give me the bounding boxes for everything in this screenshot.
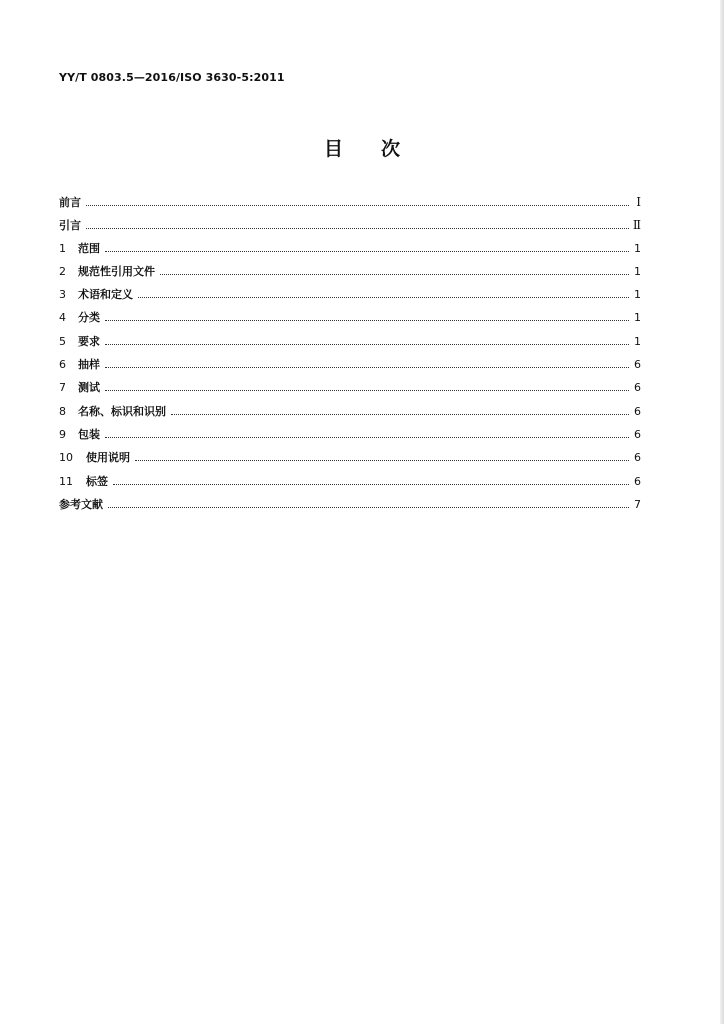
toc-entry-number: 4 — [59, 311, 66, 325]
toc-entry-label: 名称、标识和识别 — [78, 404, 166, 418]
toc-dot-leader — [86, 197, 629, 206]
toc-dot-leader — [105, 312, 629, 321]
toc-entry-label: 术语和定义 — [78, 288, 133, 302]
toc-dot-leader — [171, 406, 629, 415]
toc-entry-page: 6 — [634, 381, 641, 395]
toc-entry-label: 分类 — [78, 311, 100, 325]
toc-entry-label: 前言 — [59, 196, 81, 209]
toc-entry-page: 1 — [634, 241, 641, 255]
toc-dot-leader — [105, 429, 629, 438]
toc-entry-label: 参考文献 — [59, 497, 103, 511]
toc-dot-leader — [105, 336, 629, 345]
toc-entry-label: 标签 — [86, 474, 108, 488]
toc-entry-label: 抽样 — [78, 358, 100, 372]
toc-entry-label: 规范性引用文件 — [78, 264, 155, 278]
table-of-contents — [59, 195, 641, 521]
toc-entry-number: 8 — [59, 404, 66, 418]
toc-dot-leader — [135, 452, 629, 461]
toc-dot-leader — [105, 243, 629, 252]
toc-entry-label: 范围 — [78, 241, 100, 255]
toc-entry-page: 1 — [634, 264, 641, 278]
toc-dot-leader — [108, 499, 629, 508]
toc-entry-page: Ⅰ — [636, 195, 641, 209]
toc-entry[interactable] — [59, 405, 641, 428]
toc-entry[interactable] — [59, 475, 641, 498]
toc-dot-leader — [113, 476, 629, 485]
standard-header: YY/T 0803.5—2016/ISO 3630-5:2011 — [59, 71, 285, 84]
toc-entry[interactable] — [59, 218, 641, 241]
toc-entry-page: Ⅱ — [632, 218, 641, 233]
toc-entry[interactable] — [59, 265, 641, 288]
toc-entry[interactable] — [59, 195, 641, 218]
toc-entry-number: 7 — [59, 381, 66, 395]
toc-entry[interactable] — [59, 358, 641, 381]
toc-entry-number: 10 — [59, 451, 73, 465]
toc-dot-leader — [160, 266, 629, 275]
toc-entry[interactable] — [59, 428, 641, 451]
toc-entry-label: 使用说明 — [86, 451, 130, 465]
toc-entry-page: 6 — [634, 474, 641, 488]
toc-entry[interactable] — [59, 242, 641, 265]
toc-entry-page: 1 — [634, 288, 641, 302]
toc-entry-page: 6 — [634, 451, 641, 465]
toc-entry-number: 2 — [59, 264, 66, 278]
toc-entry[interactable] — [59, 451, 641, 474]
toc-entry[interactable] — [59, 498, 641, 521]
toc-dot-leader — [86, 220, 629, 229]
toc-entry-label: 包装 — [78, 427, 100, 441]
toc-entry-number: 5 — [59, 334, 66, 348]
page-title: 目次 — [323, 138, 438, 160]
toc-entry-page: 6 — [634, 358, 641, 372]
toc-entry-number: 1 — [59, 241, 66, 255]
toc-entry[interactable] — [59, 288, 641, 311]
toc-entry[interactable] — [59, 381, 641, 404]
toc-dot-leader — [105, 359, 629, 368]
toc-entry-label: 要求 — [78, 334, 100, 348]
toc-entry-page: 1 — [634, 311, 641, 325]
toc-entry[interactable] — [59, 311, 641, 334]
toc-dot-leader — [105, 382, 629, 391]
toc-entry-number: 9 — [59, 427, 66, 441]
toc-entry-number: 6 — [59, 358, 66, 372]
toc-entry-page: 1 — [634, 334, 641, 348]
toc-entry-page: 6 — [634, 404, 641, 418]
toc-entry-page: 7 — [634, 497, 641, 511]
toc-entry-number: 3 — [59, 288, 66, 302]
toc-entry[interactable] — [59, 335, 641, 358]
toc-entry-number: 11 — [59, 474, 73, 488]
toc-dot-leader — [138, 289, 629, 298]
toc-entry-label: 引言 — [59, 219, 81, 233]
toc-entry-label: 测试 — [78, 381, 100, 395]
toc-entry-page: 6 — [634, 427, 641, 441]
